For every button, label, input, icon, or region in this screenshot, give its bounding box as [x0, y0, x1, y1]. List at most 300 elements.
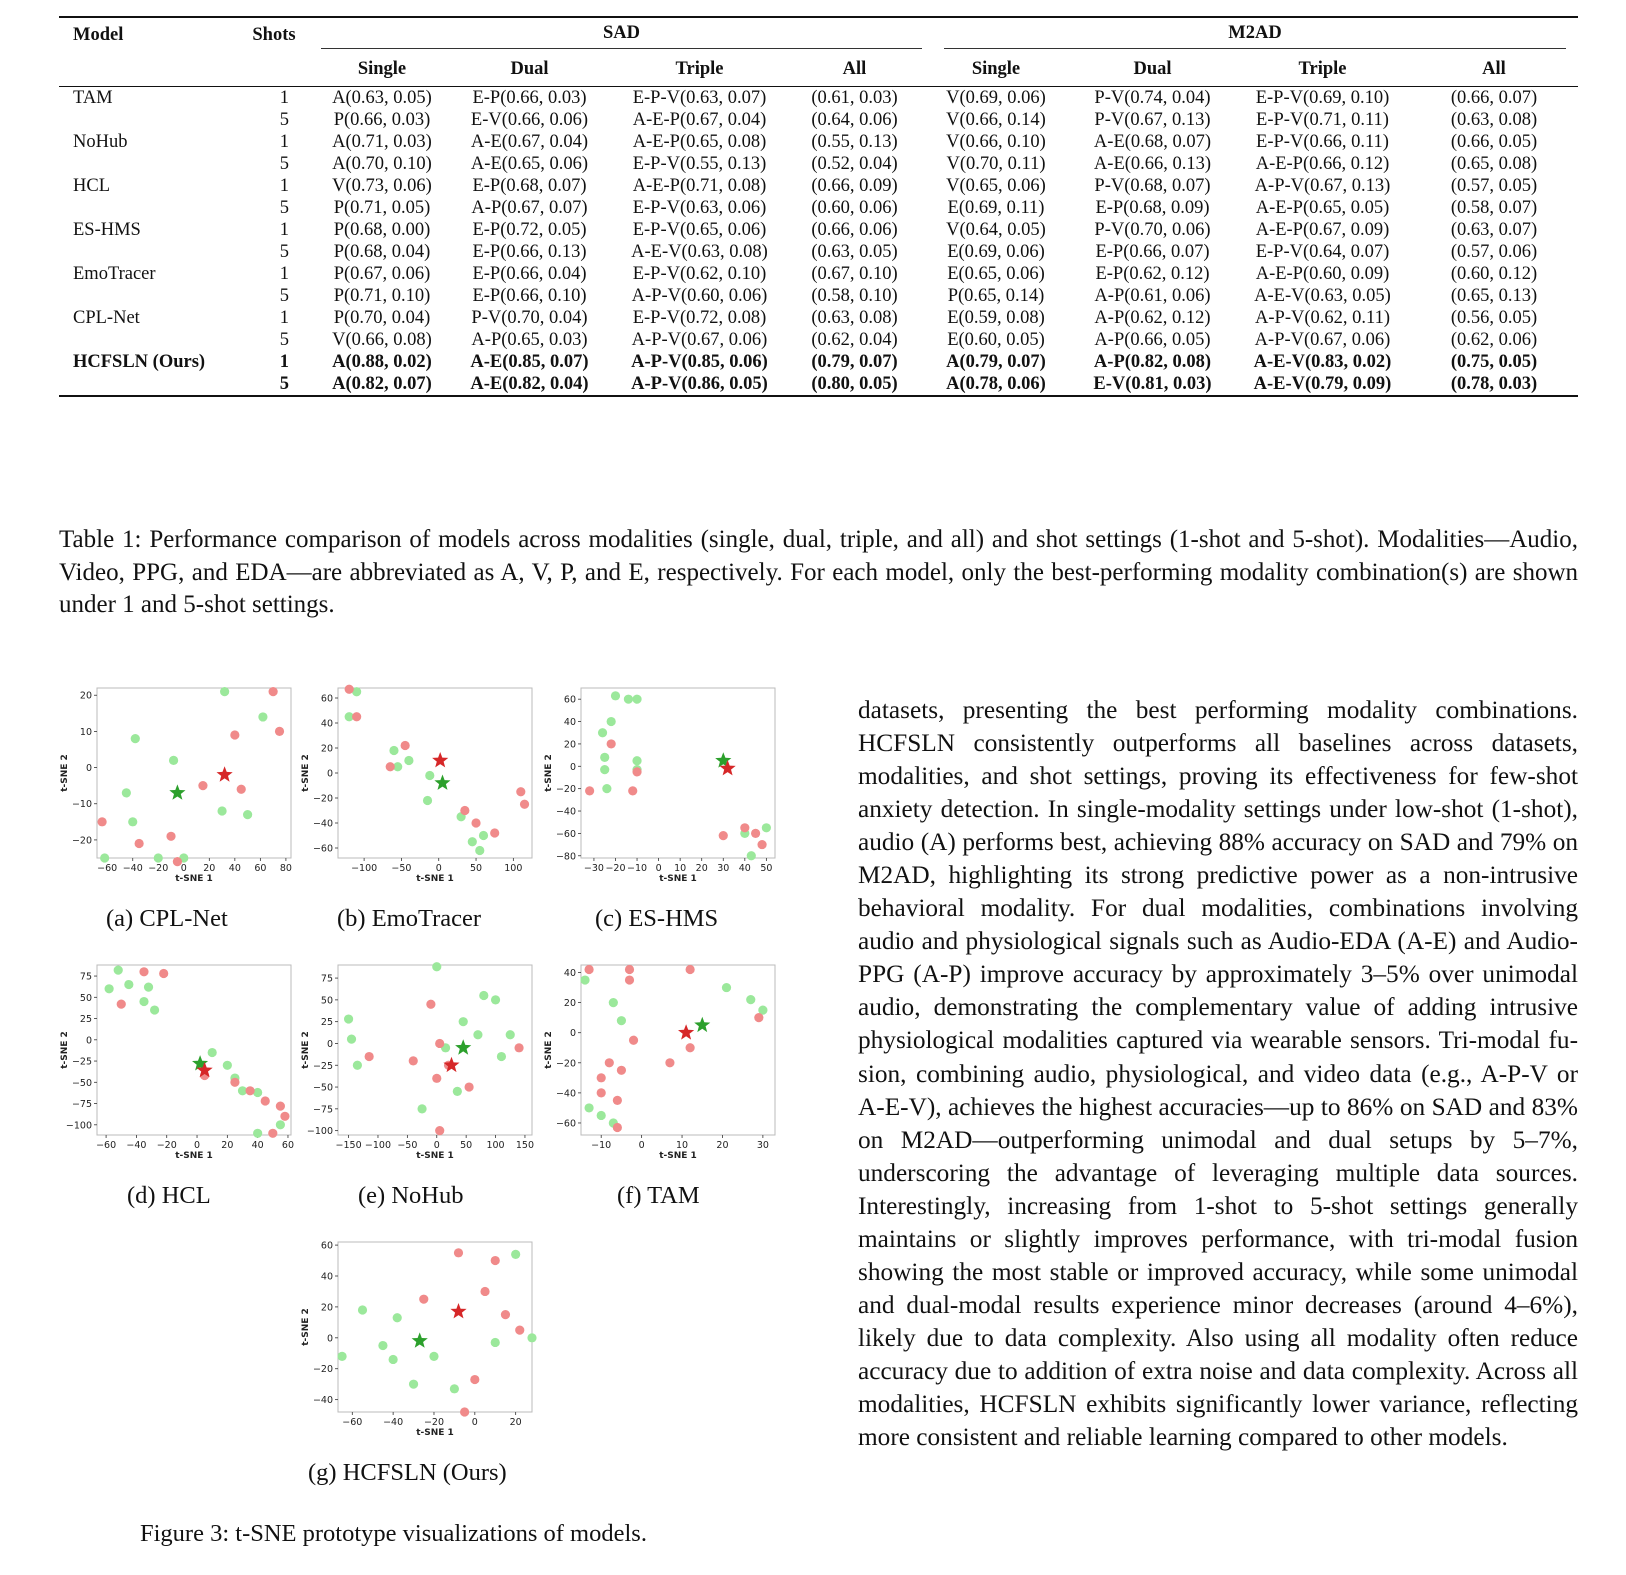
x-tick-label: −60	[97, 863, 118, 874]
score-cell: A-E(0.68, 0.07)	[1093, 132, 1212, 152]
y-tick-label: −40	[555, 806, 576, 818]
score-cell: (0.66, 0.05)	[1450, 132, 1538, 152]
scatter-point-red	[470, 1375, 479, 1384]
table-row	[59, 87, 1578, 110]
scatter-point-green	[511, 1250, 520, 1259]
score-cell: (0.63, 0.07)	[1450, 220, 1538, 240]
sub-header: Single	[971, 59, 1021, 79]
scatter-point-red	[632, 767, 641, 776]
score-cell: E-P(0.66, 0.04)	[472, 264, 587, 284]
score-cell: (0.66, 0.09)	[811, 176, 898, 196]
x-tick-label: 0	[435, 863, 442, 874]
y-tick-label: −40	[555, 1088, 576, 1100]
body-paragraph: datasets, presenting the best performing modality combinations. HCFSLN consistently outperforms all baselines across datasets, modalities, and shot settings, proving its effectiveness for few-shot anxiety detection. In single-modality settings under low-shot (1-shot), audio (A) performs best, achieving 88% accuracy on SAD and 79% on M2AD, highlighting its strong predictive power as a non-intrusive behavioral modality. For dual modalities, combinations involving audio and physiological signals such as Audio-EDA (A-E) and Audio-PPG (A-P) improve accuracy by approximately 3–5% over unimodal audio, demonstrating the complementary value of adding intrusive physiological modalities captured via wearable sensors. Tri-modal fusion, combining audio, physiological, and video data (e.g., A-P-V or A-E-V), achieves the highest accuracies—up to 86% on SAD and 83% on M2AD—outperforming unimodal and dual setups by 5–7%, underscoring the advantage of leveraging multiple data sources. Interestingly, increasing from 1-shot to 5-shot settings generally maintains or slightly improves performance, with tri-modal fusion showing the most stable or improved accuracy, while some unimodal and dual-modal results experience minor decreases (around 4–6%), likely due to data complexity. Also using all modality often reduce accuracy due to addition of extra noise and data complexity. Across all modalities, HCFSLN exhibits significantly lower variance, reflecting more consistent and reliable learning compared to other models.	[858, 696, 1578, 1452]
y-tick-label: 20	[79, 690, 92, 702]
y-tick-label: −75	[71, 1099, 92, 1111]
y-tick-label: 0	[326, 1333, 333, 1345]
score-cell: E-P-V(0.63, 0.06)	[632, 198, 767, 218]
scatter-point-green	[243, 810, 252, 819]
table-body	[59, 87, 1578, 397]
y-tick-label: 10	[79, 726, 92, 738]
scatter-point-red	[464, 1082, 473, 1091]
model-name-cell	[59, 329, 231, 351]
scatter-point-green	[150, 1005, 159, 1014]
scatter-point-green	[358, 1305, 367, 1314]
scatter-point-green	[722, 983, 731, 992]
y-tick-label: 0	[326, 768, 333, 780]
score-cell: A-E-P(0.67, 0.04)	[632, 110, 767, 130]
scatter-point-red	[460, 806, 469, 815]
model-name-cell: NoHub	[73, 132, 128, 152]
score-cell: E(0.69, 0.11)	[947, 198, 1045, 218]
figure-caption: Figure 3: t-SNE prototype visualizations of models.	[140, 1520, 647, 1547]
scatter-point-green	[632, 756, 641, 765]
scatter-point-red	[435, 1126, 444, 1135]
x-tick-label: 40	[251, 1140, 264, 1151]
score-cell: (0.61, 0.03)	[811, 88, 898, 108]
x-tick-label: 30	[717, 863, 730, 874]
score-cell: P-V(0.70, 0.04)	[471, 308, 588, 328]
x-tick-label: 60	[281, 1140, 295, 1151]
scatter-point-green	[258, 712, 267, 721]
score-cell: P-V(0.70, 0.06)	[1094, 220, 1211, 240]
score-cell: E-P-V(0.55, 0.13)	[632, 154, 767, 174]
scatter-point-red	[719, 831, 728, 840]
scatter-point-red	[625, 975, 634, 984]
y-tick-label: 75	[320, 973, 333, 985]
scatter-point-red	[237, 785, 246, 794]
score-cell: (0.65, 0.08)	[1450, 154, 1538, 174]
shots-cell: 5	[279, 154, 289, 174]
x-tick-label: −20	[148, 863, 169, 874]
scatter-point-green	[602, 784, 611, 793]
scatter-point-red	[365, 1052, 374, 1061]
scatter-point-green	[450, 1384, 459, 1393]
score-cell: (0.79, 0.07)	[811, 352, 898, 372]
x-tick-label: 80	[279, 863, 292, 874]
score-cell: (0.75, 0.05)	[1450, 352, 1538, 372]
score-cell: E-P(0.68, 0.07)	[472, 176, 587, 196]
scatter-point-green	[453, 1087, 462, 1096]
y-tick-label: 40	[320, 1271, 333, 1283]
x-tick-label: 20	[221, 1140, 234, 1151]
score-cell: A-E-P(0.65, 0.08)	[632, 132, 767, 152]
scatter-point-red	[757, 840, 766, 849]
model-name-cell: TAM	[73, 88, 113, 108]
y-tick-label: −100	[306, 1126, 333, 1138]
shots-cell: 1	[279, 132, 289, 152]
plot-frame	[97, 965, 291, 1135]
x-tick-label: 0	[638, 1140, 645, 1151]
scatter-point-red	[139, 967, 148, 976]
score-cell: E-P(0.62, 0.12)	[1095, 264, 1210, 284]
performance-table	[59, 16, 1578, 397]
score-cell: (0.60, 0.06)	[811, 198, 898, 218]
table-row	[59, 109, 1578, 131]
model-name-cell	[59, 241, 231, 263]
y-tick-label: 50	[320, 995, 333, 1007]
x-tick-label: 20	[695, 863, 708, 874]
x-tick-label: 50	[760, 863, 773, 874]
scatter-point-green	[100, 853, 109, 862]
scatter-point-green	[276, 1120, 285, 1129]
m2ad-header-text: M2AD	[944, 22, 1566, 49]
y-tick-label: −50	[312, 1082, 333, 1094]
score-cell: A-P-V(0.67, 0.13)	[1254, 176, 1391, 196]
score-cell: E-P(0.68, 0.09)	[1095, 198, 1210, 218]
scatter-point-red	[245, 1086, 254, 1095]
y-tick-label: 0	[326, 1038, 333, 1050]
scatter-point-green	[611, 691, 620, 700]
table-caption: Table 1: Performance comparison of models across modalities (single, dual, triple, and all) and shot settings (1-shot and 5-shot). Modalities—Audio, Video, PPG, and EDA—are abbreviated as A, V, P, and E, respectively. For each model, only the best-performing modality combination(s) are shown under 1 and 5-shot settings.	[59, 526, 1578, 618]
y-tick-label: 25	[320, 1017, 333, 1029]
y-axis-label: t-SNE 2	[301, 1308, 311, 1346]
score-cell: V(0.66, 0.14)	[946, 110, 1046, 130]
y-tick-label: −10	[71, 799, 92, 811]
y-tick-label: 20	[563, 739, 576, 751]
scatter-point-green	[459, 1017, 468, 1026]
scatter-point-green	[425, 771, 434, 780]
shots-cell: 5	[279, 110, 289, 130]
scatter-point-green	[491, 995, 500, 1004]
x-tick-label: −20	[605, 863, 626, 874]
table-header-row-2	[59, 52, 1578, 87]
score-cell: P(0.67, 0.06)	[333, 264, 431, 284]
x-tick-label: 150	[515, 1140, 535, 1151]
y-tick-label: 0	[85, 1035, 92, 1047]
scatter-point-red	[261, 1096, 270, 1105]
scatter-point-red	[198, 781, 207, 790]
y-tick-label: 20	[320, 743, 333, 755]
scatter-point-green	[491, 1338, 500, 1347]
scatter-point-green	[473, 1030, 482, 1039]
x-tick-label: 40	[738, 863, 751, 874]
scatter-point-red	[629, 1036, 638, 1045]
tsne-plot-nohub	[300, 961, 540, 1167]
scatter-point-green	[747, 851, 756, 860]
scatter-point-red	[275, 727, 284, 736]
tsne-plot-cpl-net	[59, 684, 299, 890]
shots-cell: 5	[279, 330, 289, 350]
y-tick-label: −40	[312, 1395, 333, 1407]
scatter-point-red	[607, 739, 616, 748]
scatter-point-red	[268, 1129, 277, 1138]
x-tick-label: −40	[122, 863, 143, 874]
scatter-point-green	[475, 846, 484, 855]
table-header-row-1	[59, 17, 1578, 52]
y-tick-label: −20	[71, 835, 92, 847]
score-cell: A-P-V(0.67, 0.06)	[631, 330, 768, 350]
shots-cell: 1	[279, 308, 289, 328]
score-cell: A(0.63, 0.05)	[332, 88, 432, 108]
y-tick-label: −60	[555, 828, 576, 840]
model-name-cell: EmoTracer	[73, 264, 156, 284]
y-tick-label: 0	[85, 763, 92, 775]
y-axis-label: t-SNE 2	[60, 754, 70, 792]
x-tick-label: −40	[383, 1417, 404, 1428]
y-tick-label: −25	[71, 1056, 92, 1068]
scatter-point-red	[613, 1123, 622, 1132]
x-tick-label: 20	[203, 863, 216, 874]
scatter-point-green	[139, 997, 148, 1006]
scatter-point-red	[426, 1000, 435, 1009]
scatter-point-green	[337, 1352, 346, 1361]
score-cell: A-P(0.62, 0.12)	[1094, 308, 1211, 328]
score-cell: (0.80, 0.05)	[811, 374, 898, 394]
scatter-point-red	[597, 1073, 606, 1082]
y-axis-label: t-SNE 2	[301, 754, 311, 792]
scatter-point-red	[740, 823, 749, 832]
tsne-plot-hcl	[59, 961, 299, 1167]
scatter-point-green	[393, 1313, 402, 1322]
y-axis-label: t-SNE 2	[301, 1031, 311, 1069]
table-row	[59, 373, 1578, 396]
score-cell: A(0.79, 0.07)	[946, 352, 1046, 372]
sad-header	[317, 17, 922, 52]
scatter-point-red	[480, 1287, 489, 1296]
scatter-point-green	[746, 995, 755, 1004]
score-cell: P-V(0.74, 0.04)	[1094, 88, 1211, 108]
scatter-point-green	[432, 962, 441, 971]
score-cell: V(0.73, 0.06)	[332, 176, 432, 196]
y-tick-label: −100	[65, 1120, 92, 1132]
scatter-point-green	[124, 980, 133, 989]
scatter-point-green	[128, 817, 137, 826]
scatter-point-red	[490, 828, 499, 837]
scatter-point-red	[269, 687, 278, 696]
panel-label: (c) ES-HMS	[595, 905, 719, 932]
y-tick-label: 20	[563, 998, 576, 1010]
scatter-point-red	[117, 1000, 126, 1009]
x-tick-label: 20	[509, 1417, 522, 1428]
panel-label: (d) HCL	[127, 1182, 211, 1209]
score-cell: A-E(0.82, 0.04)	[470, 374, 589, 394]
model-name-cell: HCFSLN (Ours)	[73, 352, 206, 372]
score-cell: (0.65, 0.13)	[1450, 286, 1538, 306]
y-tick-label: 25	[79, 1014, 92, 1026]
score-cell: A-E-V(0.63, 0.05)	[1254, 286, 1391, 306]
score-cell: P(0.70, 0.04)	[333, 308, 431, 328]
score-cell: E-V(0.66, 0.06)	[470, 110, 589, 130]
scatter-point-red	[159, 969, 168, 978]
scatter-point-green	[423, 796, 432, 805]
scatter-point-red	[276, 1102, 285, 1111]
score-cell: (0.55, 0.13)	[811, 132, 898, 152]
score-cell: E-P-V(0.66, 0.11)	[1256, 132, 1389, 152]
y-tick-label: −25	[312, 1060, 333, 1072]
shots-cell: 1	[279, 352, 289, 372]
x-axis-label: t-SNE 1	[416, 1428, 454, 1438]
score-cell: A-E-V(0.63, 0.08)	[631, 242, 768, 262]
score-cell: E-P(0.72, 0.05)	[472, 220, 587, 240]
score-cell: (0.58, 0.07)	[1450, 198, 1538, 218]
score-cell: (0.62, 0.06)	[1450, 330, 1538, 350]
x-axis-label: t-SNE 1	[416, 1151, 454, 1161]
scatter-point-red	[617, 1066, 626, 1075]
x-tick-label: 0	[180, 863, 187, 874]
x-tick-label: 100	[486, 1140, 505, 1151]
scatter-point-green	[154, 853, 163, 862]
scatter-point-green	[607, 717, 616, 726]
table-row	[59, 197, 1578, 219]
model-name-cell	[59, 109, 231, 131]
y-tick-label: −60	[555, 1118, 576, 1130]
x-axis-label: t-SNE 1	[175, 874, 213, 884]
x-tick-label: 20	[716, 1140, 729, 1151]
scatter-point-red	[173, 857, 182, 866]
table-row	[59, 175, 1578, 197]
model-name-cell: ES-HMS	[73, 220, 141, 240]
score-cell: E(0.59, 0.08)	[947, 308, 1045, 328]
y-axis-label: t-SNE 2	[544, 1031, 554, 1069]
scatter-point-green	[580, 975, 589, 984]
score-cell: E-P-V(0.69, 0.10)	[1255, 88, 1390, 108]
scatter-point-green	[347, 1035, 356, 1044]
scatter-point-red	[491, 1256, 500, 1265]
score-cell: E-P(0.66, 0.07)	[1095, 242, 1210, 262]
score-cell: E(0.60, 0.05)	[947, 330, 1045, 350]
scatter-point-red	[454, 1248, 463, 1257]
table-row	[59, 241, 1578, 263]
table-row	[59, 351, 1578, 373]
score-cell: E-P-V(0.62, 0.10)	[632, 264, 767, 284]
scatter-point-green	[417, 1104, 426, 1113]
scatter-point-green	[223, 1061, 232, 1070]
model-name-cell: CPL-Net	[73, 308, 140, 328]
x-tick-label: −20	[423, 1417, 445, 1428]
scatter-point-red	[166, 832, 175, 841]
score-cell: V(0.65, 0.06)	[946, 176, 1046, 196]
table-row	[59, 153, 1578, 175]
scatter-point-red	[520, 800, 529, 809]
y-tick-label: 40	[563, 968, 576, 980]
score-cell: A-P(0.66, 0.05)	[1094, 330, 1211, 350]
score-cell: V(0.66, 0.08)	[332, 330, 432, 350]
x-tick-label: 0	[433, 1140, 440, 1151]
scatter-point-green	[497, 1052, 506, 1061]
score-cell: P(0.71, 0.05)	[333, 198, 431, 218]
scatter-point-green	[600, 753, 609, 762]
y-axis-label: t-SNE 2	[544, 754, 554, 792]
plot-frame	[338, 965, 532, 1135]
y-tick-label: 40	[563, 717, 576, 729]
score-cell: E-P(0.66, 0.10)	[472, 286, 587, 306]
score-cell: E-P-V(0.65, 0.06)	[632, 220, 767, 240]
scatter-point-red	[386, 762, 395, 771]
scatter-point-red	[280, 1112, 289, 1121]
score-cell: (0.63, 0.08)	[811, 308, 898, 328]
x-tick-label: −60	[96, 1140, 117, 1151]
scatter-point-green	[598, 728, 607, 737]
score-cell: A-E-P(0.65, 0.05)	[1255, 198, 1390, 218]
shots-cell: 5	[279, 374, 289, 394]
scatter-point-red	[345, 685, 354, 694]
x-tick-label: −50	[397, 1140, 418, 1151]
model-name-cell	[59, 153, 231, 175]
scatter-point-green	[409, 1380, 418, 1389]
score-cell: A-E-P(0.60, 0.09)	[1255, 264, 1390, 284]
score-cell: E-P(0.66, 0.13)	[472, 242, 587, 262]
scatter-point-red	[501, 1310, 510, 1319]
scatter-point-red	[625, 965, 634, 974]
scatter-point-red	[435, 1039, 444, 1048]
scatter-point-green	[597, 1111, 606, 1120]
scatter-point-red	[419, 1295, 428, 1304]
score-cell: (0.57, 0.05)	[1450, 176, 1538, 196]
scatter-point-green	[624, 695, 633, 704]
y-tick-label: 50	[79, 992, 92, 1004]
score-cell: P-V(0.68, 0.07)	[1094, 176, 1211, 196]
scatter-point-green	[353, 1061, 362, 1070]
score-cell: P(0.68, 0.04)	[333, 242, 431, 262]
score-cell: A(0.78, 0.06)	[946, 374, 1046, 394]
scatter-point-red	[516, 787, 525, 796]
tsne-plot-emotracer	[300, 684, 540, 890]
table-row	[59, 219, 1578, 241]
y-tick-label: 20	[320, 1302, 333, 1314]
scatter-point-red	[230, 1078, 239, 1087]
shots-cell: 5	[279, 198, 289, 218]
plot-frame	[338, 688, 532, 858]
scatter-point-green	[105, 984, 114, 993]
y-tick-label: −60	[312, 843, 333, 855]
scatter-point-red	[751, 829, 760, 838]
scatter-point-green	[468, 837, 477, 846]
scatter-point-red	[613, 1096, 622, 1105]
x-tick-label: 50	[469, 863, 483, 874]
score-cell: (0.64, 0.06)	[811, 110, 898, 130]
score-cell: P-V(0.67, 0.13)	[1094, 110, 1211, 130]
score-cell: (0.62, 0.04)	[811, 330, 898, 350]
sub-header: Dual	[510, 59, 549, 79]
score-cell: A-E-P(0.66, 0.12)	[1255, 154, 1390, 174]
score-cell: A(0.82, 0.07)	[332, 374, 432, 394]
y-tick-label: 40	[320, 718, 333, 730]
score-cell: A-E(0.66, 0.13)	[1093, 154, 1212, 174]
table-row	[59, 131, 1578, 153]
score-cell: (0.66, 0.07)	[1450, 88, 1538, 108]
score-cell: (0.67, 0.10)	[811, 264, 898, 284]
score-cell: A-P-V(0.62, 0.11)	[1255, 308, 1390, 328]
sad-header-text: SAD	[321, 22, 922, 49]
score-cell: A-E-P(0.71, 0.08)	[632, 176, 767, 196]
score-cell: (0.66, 0.06)	[811, 220, 898, 240]
scatter-point-green	[253, 1088, 262, 1097]
sub-header: Triple	[675, 59, 724, 79]
sub-header: All	[1482, 59, 1506, 79]
plot-frame	[581, 965, 775, 1135]
x-tick-label: 10	[675, 1140, 689, 1151]
scatter-point-green	[584, 1103, 593, 1112]
shots-cell: 5	[279, 286, 289, 306]
score-cell: A-E(0.65, 0.06)	[470, 154, 589, 174]
score-cell: V(0.66, 0.10)	[946, 132, 1046, 152]
scatter-point-red	[98, 817, 107, 826]
score-cell: A(0.88, 0.02)	[332, 352, 432, 372]
model-name-cell	[59, 285, 231, 307]
score-cell: A-P-V(0.60, 0.06)	[631, 286, 768, 306]
scatter-point-red	[584, 965, 593, 974]
x-tick-label: −10	[627, 863, 648, 874]
score-cell: A-E(0.67, 0.04)	[470, 132, 589, 152]
scatter-point-green	[144, 983, 153, 992]
x-tick-label: −20	[156, 1140, 177, 1151]
x-tick-label: −30	[583, 863, 604, 874]
score-cell: V(0.69, 0.06)	[946, 88, 1046, 108]
y-tick-label: 75	[79, 971, 92, 983]
scatter-point-green	[506, 1030, 515, 1039]
score-cell: A-P(0.82, 0.08)	[1093, 352, 1212, 372]
